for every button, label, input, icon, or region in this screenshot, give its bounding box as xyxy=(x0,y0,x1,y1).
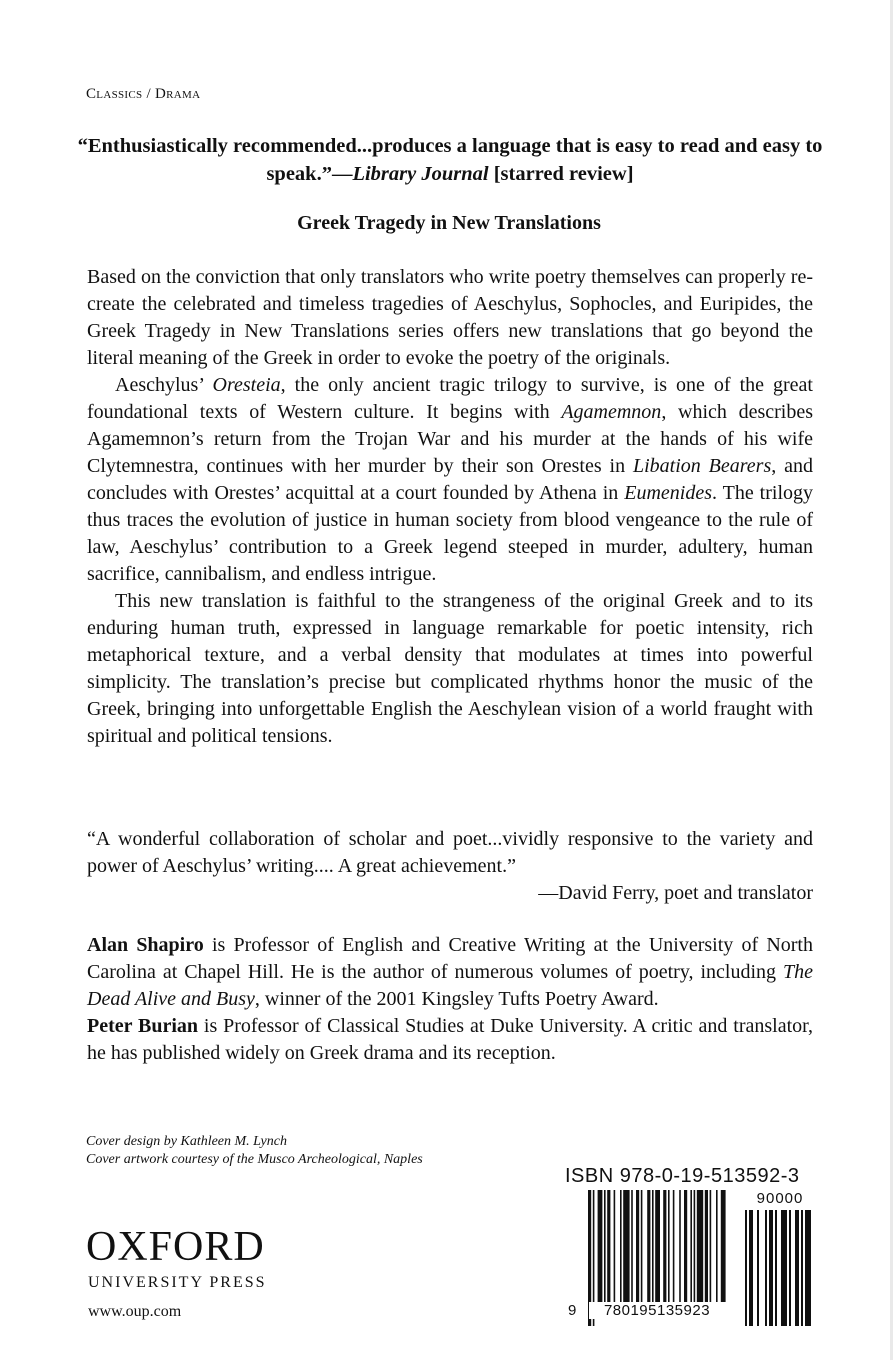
publisher-url[interactable]: www.oup.com xyxy=(88,1303,182,1320)
barcode-bar xyxy=(710,1190,712,1302)
description-paragraph-3: This new translation is faithful to the strangeness of the original Greek and to its enduring human truth, expressed in language remarkable for poetic intensity, rich metaphorical texture, and a verbal density that modulates at times into powerful simplicity. The translation’s precise but complicated rhythms honor the music of the Greek, bringing into unforgettable English the Aeschylean vision of a world fraught with spiritual and political tensions. xyxy=(87,590,813,747)
barcode-bar xyxy=(647,1190,650,1302)
barcode-bar xyxy=(801,1210,803,1326)
author-name-burian: Peter Burian xyxy=(87,1015,199,1037)
bio-shapiro-text-a: is Professor of English and Creative Writing at the University of North Carolina at Chapel Hill. He is the author of numerous volumes of poetry, including xyxy=(87,934,813,983)
barcode-bar xyxy=(673,1190,675,1302)
publisher-press: UNIVERSITY PRESS xyxy=(88,1274,267,1291)
barcode-bar xyxy=(655,1190,660,1302)
barcode-bar xyxy=(641,1190,643,1302)
blurb-quote: “Enthusiastically recommended...produces a language that is easy to read and easy to speak.” xyxy=(77,135,823,185)
category-label: Classics / Drama xyxy=(86,86,201,102)
barcode-bar xyxy=(636,1190,639,1302)
p2-text-b: , the only ancient tragic trilogy to survive, is one of the great foundational texts of Western culture. It begins with xyxy=(87,374,813,423)
title-agamemnon: Agamemnon xyxy=(561,401,662,423)
blurb-dash: — xyxy=(331,163,353,185)
barcode-bar xyxy=(765,1210,767,1326)
isbn-label: ISBN 978-0-19-513592-3 xyxy=(565,1165,800,1187)
bio-shapiro xyxy=(87,932,813,1013)
bio-shapiro-text-b: , winner of the 2001 Kingsley Tufts Poetry Award. xyxy=(254,988,659,1010)
barcode-bar xyxy=(623,1190,629,1302)
barcode-bar xyxy=(781,1210,787,1326)
cover-artwork-credit: Cover artwork courtesy of the Musco Archeological, Naples xyxy=(86,1152,423,1167)
oxford-logo: OXFORD xyxy=(86,1224,265,1270)
barcode-bar xyxy=(684,1190,687,1302)
blurb-source: Library Journal xyxy=(352,163,489,185)
barcode-bar xyxy=(769,1210,773,1326)
barcode-bar xyxy=(604,1190,606,1302)
description-paragraph-2 xyxy=(87,372,813,588)
barcode-bar xyxy=(631,1190,633,1302)
blurb-tag: [starred review] xyxy=(488,163,634,185)
bio-burian-text: is Professor of Classical Studies at Duke University. A critic and translator, he has published widely on Greek drama and its reception. xyxy=(87,1015,813,1064)
barcode-bar xyxy=(789,1210,791,1326)
endorsement-attribution: —David Ferry, poet and translator xyxy=(538,882,813,904)
p2-text-e: . The trilogy thus traces the evolution of justice in human society from blood vengeance to the rule of law, Aeschylus’ contribution to a Greek legend steeped in murder, adultery, human sacrifice, cannibalism, and endless intrigue. xyxy=(87,482,813,585)
barcode-bar xyxy=(663,1190,666,1302)
cover-design-credit: Cover design by Kathleen M. Lynch xyxy=(86,1134,287,1149)
barcode-bar xyxy=(620,1190,622,1302)
p2-text-c: , which describes Agamemnon’s return from the Trojan War and his murder at the hands of his wife Clytemnestra, continues with her murder by their son Orestes in xyxy=(87,401,814,477)
endorsement xyxy=(87,826,813,907)
review-blurb xyxy=(70,132,830,188)
barcode-bar xyxy=(697,1190,703,1302)
title-libation-bearers: Libation Bearers xyxy=(632,455,772,477)
barcode-bar xyxy=(795,1210,799,1326)
ean-digits: 780195135923 xyxy=(589,1302,725,1319)
endorsement-text: “A wonderful collaboration of scholar and poet...vividly responsive to the variety and power of Aeschylus’ writing.... A great achievement.” xyxy=(87,828,813,877)
barcode-bar xyxy=(598,1190,603,1302)
ean-first-digit: 9 xyxy=(568,1302,577,1319)
p2-text-a: Aeschylus’ xyxy=(115,374,213,396)
barcode-bar xyxy=(694,1190,696,1302)
barcode-bar xyxy=(614,1190,616,1302)
book-title-dead-alive: The Dead Alive and Busy xyxy=(87,961,813,1010)
barcode-bar xyxy=(721,1190,726,1302)
bio-burian xyxy=(87,1013,813,1067)
barcode-bar xyxy=(749,1210,753,1326)
p2-text-d: , and concludes with Orestes’ acquittal at a court founded by Athena in xyxy=(87,455,813,504)
author-name-shapiro: Alan Shapiro xyxy=(87,934,204,956)
barcode-bar xyxy=(652,1190,654,1302)
barcode-bar xyxy=(607,1190,610,1302)
barcode-bar xyxy=(705,1190,708,1302)
description xyxy=(87,264,813,750)
title-oresteia: Oresteia xyxy=(212,374,281,396)
addon-digits: 90000 xyxy=(756,1190,804,1207)
barcode-bar xyxy=(757,1210,759,1326)
barcode-bar xyxy=(716,1190,718,1302)
series-title: Greek Tragedy in New Translations xyxy=(297,212,601,234)
description-paragraph-1: Based on the conviction that only translators who write poetry themselves can properly re-create the celebrated and timeless tragedies of Aeschylus, Sophocles, and Euripides, the Greek Tragedy in New Translations series offers new translations that go beyond the literal meaning of the Greek in order to evoke the poetry of the originals. xyxy=(87,266,813,369)
barcode-bar xyxy=(679,1190,681,1302)
barcode-bar xyxy=(668,1190,670,1302)
author-bios xyxy=(87,932,813,1067)
barcode-bar xyxy=(745,1210,747,1326)
title-eumenides: Eumenides xyxy=(624,482,713,504)
barcode-bar xyxy=(690,1190,692,1302)
barcode-bar xyxy=(805,1210,811,1326)
barcode-bar xyxy=(775,1210,777,1326)
cover-credits xyxy=(86,1133,423,1169)
